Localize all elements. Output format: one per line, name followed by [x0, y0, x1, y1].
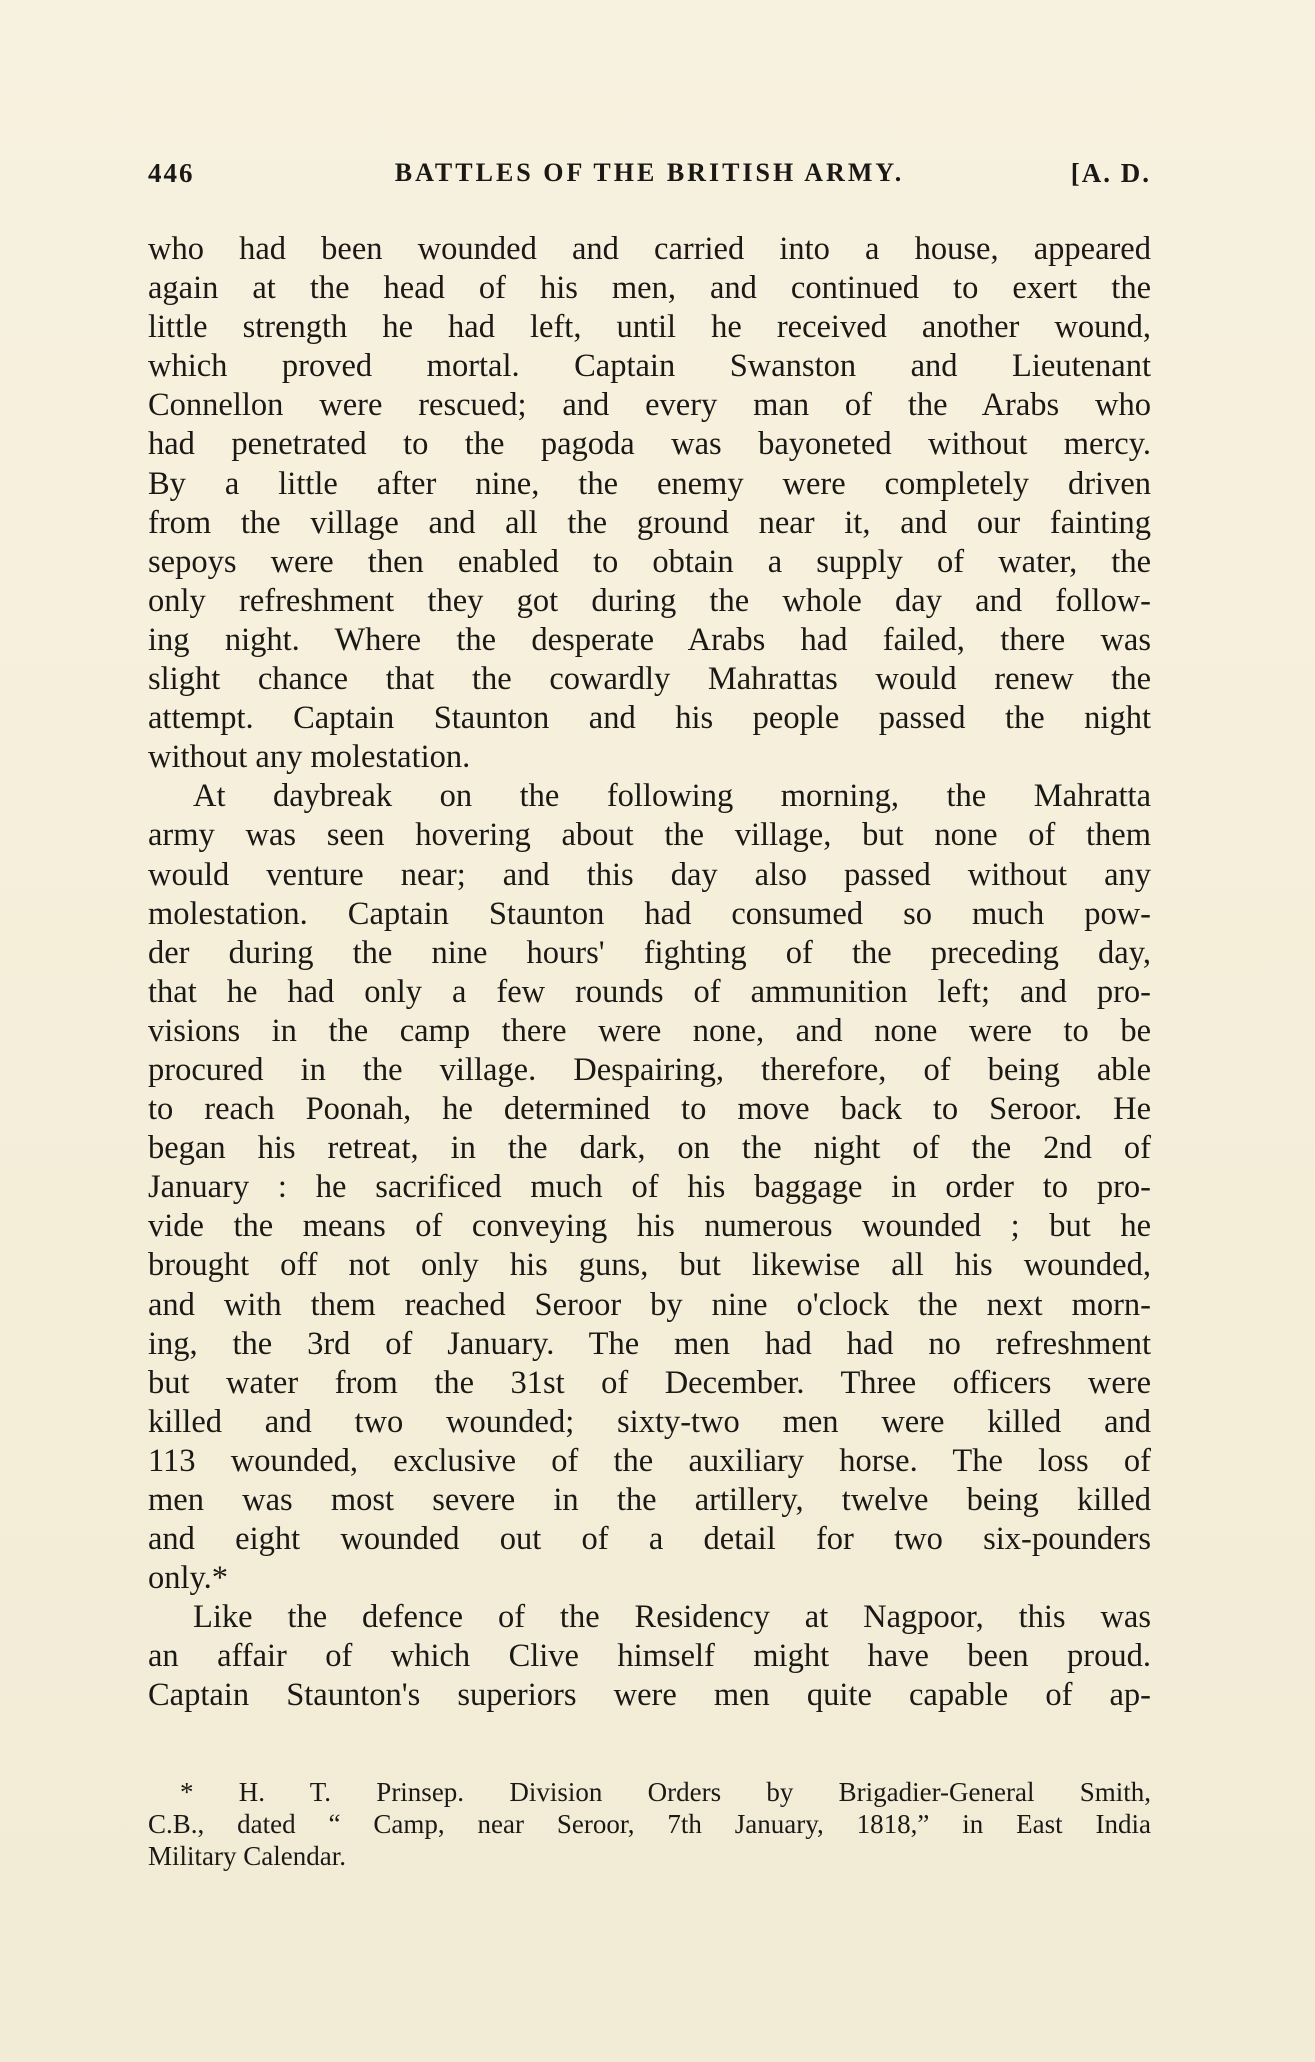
running-header [148, 158, 1151, 198]
text-line: slight chance that the cowardly Mahrattas would renew the [148, 661, 1151, 698]
text-line: but water from the 31st of December. Three officers were [148, 1364, 1151, 1401]
text-line: and with them reached Seroor by nine o'clock the next morn- [148, 1286, 1151, 1323]
text-line: would venture near; and this day also passed without any [148, 856, 1151, 893]
text-line: began his retreat, in the dark, on the night of the 2nd of [148, 1130, 1151, 1167]
text-line: By a little after nine, the enemy were completely driven [148, 465, 1151, 502]
text-line: who had been wounded and carried into a house, appeared [148, 231, 1151, 267]
text-line: that he had only a few rounds of ammunition left; and pro- [148, 973, 1151, 1010]
paragraph-start-line: At daybreak on the following morning, the Mahratta [193, 778, 1151, 815]
text-line: der during the nine hours' fighting of the preceding day, [148, 934, 1151, 971]
footnote [148, 1776, 1151, 1872]
text-line: visions in the camp there were none, and none were to be [148, 1012, 1151, 1049]
text-line: attempt. Captain Staunton and his people passed the night [148, 700, 1151, 737]
text-line: ing, the 3rd of January. The men had had no refreshment [148, 1325, 1151, 1362]
text-line: January : he sacrificed much of his baggage in order to pro- [148, 1169, 1151, 1206]
page-number: 446 [148, 158, 195, 188]
text-line: ing night. Where the desperate Arabs had failed, there was [148, 621, 1151, 658]
footnote-line: Military Calendar. [148, 1841, 346, 1871]
text-line: brought off not only his guns, but likewise all his wounded, [148, 1247, 1151, 1284]
paragraph-start-line: Like the defence of the Residency at Nagpoor, this was [193, 1599, 1151, 1636]
text-line: only refreshment they got during the whole day and follow- [148, 582, 1151, 619]
running-title: BATTLES OF THE BRITISH ARMY. [394, 158, 905, 187]
date-marker: [A. D. [1070, 158, 1151, 188]
text-line: Connellon were rescued; and every man of the Arabs who [148, 387, 1151, 424]
text-line: molestation. Captain Staunton had consumed so much pow- [148, 895, 1151, 932]
text-line: procured in the village. Despairing, therefore, of being able [148, 1051, 1151, 1088]
text-line: had penetrated to the pagoda was bayoneted without mercy. [148, 426, 1151, 463]
text-line: little strength he had left, until he received another wound, [148, 309, 1151, 346]
text-line: again at the head of his men, and continued to exert the [148, 270, 1151, 307]
text-line: Captain Staunton's superiors were men quite capable of ap- [148, 1677, 1151, 1714]
paragraph-end-line: without any molestation. [148, 739, 471, 776]
text-line: sepoys were then enabled to obtain a supply of water, the [148, 543, 1151, 580]
text-line: which proved mortal. Captain Swanston and Lieutenant [148, 348, 1151, 385]
text-line: men was most severe in the artillery, twelve being killed [148, 1482, 1151, 1518]
text-line: 113 wounded, exclusive of the auxiliary horse. The loss of [148, 1442, 1151, 1479]
footnote-line: * H. T. Prinsep. Division Orders by Brigadier-General Smith, [180, 1777, 1151, 1807]
text-line: to reach Poonah, he determined to move back to Seroor. He [148, 1091, 1151, 1128]
footnote-line: C.B., dated “ Camp, near Seroor, 7th January, 1818,” in East India [148, 1809, 1151, 1839]
text-line: from the village and all the ground near it, and our fainting [148, 504, 1151, 541]
text-line: and eight wounded out of a detail for two six-pounders [148, 1521, 1151, 1558]
paragraph-end-line: only.* [148, 1560, 229, 1597]
text-line: an affair of which Clive himself might have been proud. [148, 1638, 1151, 1675]
text-line: army was seen hovering about the village, but none of them [148, 817, 1151, 854]
body-text [148, 230, 1151, 1716]
text-line: killed and two wounded; sixty-two men were killed and [148, 1403, 1151, 1440]
text-line: vide the means of conveying his numerous wounded ; but he [148, 1208, 1151, 1245]
